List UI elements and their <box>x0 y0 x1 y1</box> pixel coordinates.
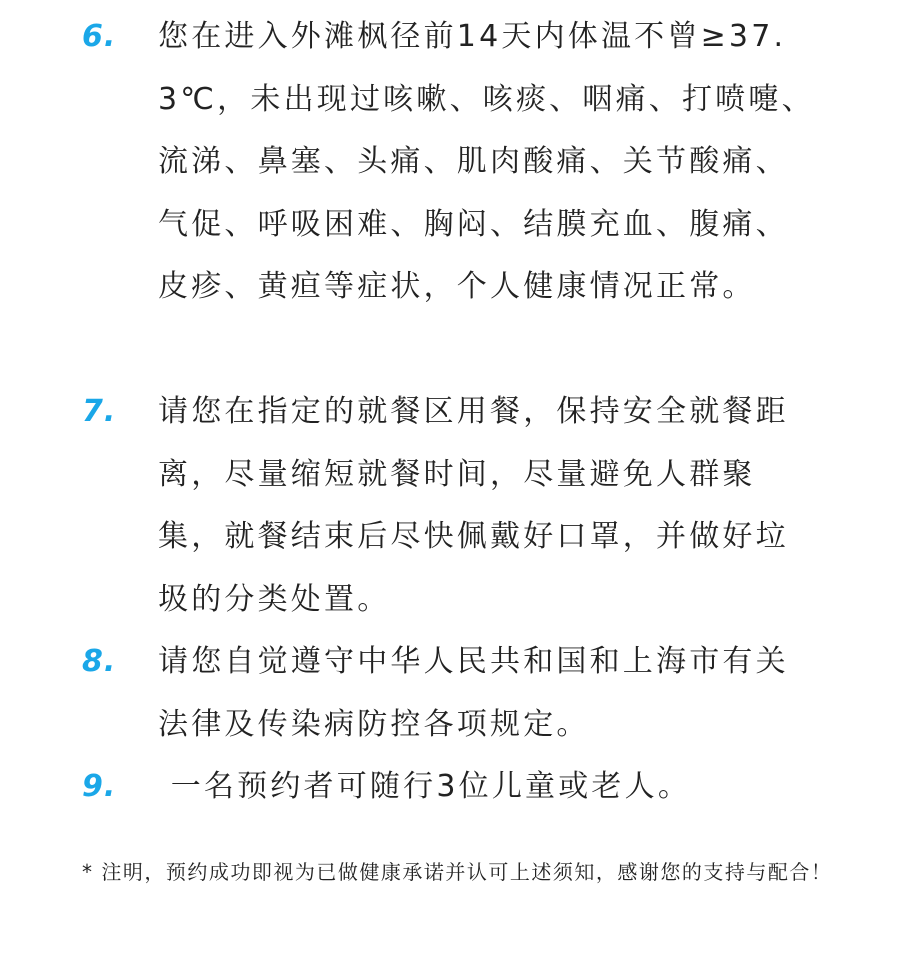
rule-number: 7. <box>82 394 117 429</box>
rule-text: 您在进入外滩枫径前14天内体温不曾≥37.3℃，未出现过咳嗽、咳痰、咽痛、打喷嚏、流涕、鼻塞、头痛、肌肉酸痛、关节酸痛、气促、呼吸困难、胸闷、结膜充血、腹痛、皮疹、黄疸等症状，个人健康情况正常。 <box>158 19 815 304</box>
rule-text: 请您在指定的就餐区用餐，保持安全就餐距离，尽量缩短就餐时间，尽量避免人群聚集，就餐结束后尽快佩戴好口罩，并做好垃圾的分类处置。 <box>158 394 789 617</box>
rule-number: 6. <box>82 19 117 54</box>
footnote: * 注明，预约成功即视为已做健康承诺并认可上述须知，感谢您的支持与配合！ <box>82 860 833 884</box>
rule-text: 请您自觉遵守中华人民共和国和上海市有关法律及传染病防控各项规定。 <box>158 644 789 742</box>
rule-text: 一名预约者可随行3位儿童或老人。 <box>158 769 692 804</box>
rule-number: 9. <box>82 769 117 804</box>
rule-number: 8. <box>82 644 117 679</box>
